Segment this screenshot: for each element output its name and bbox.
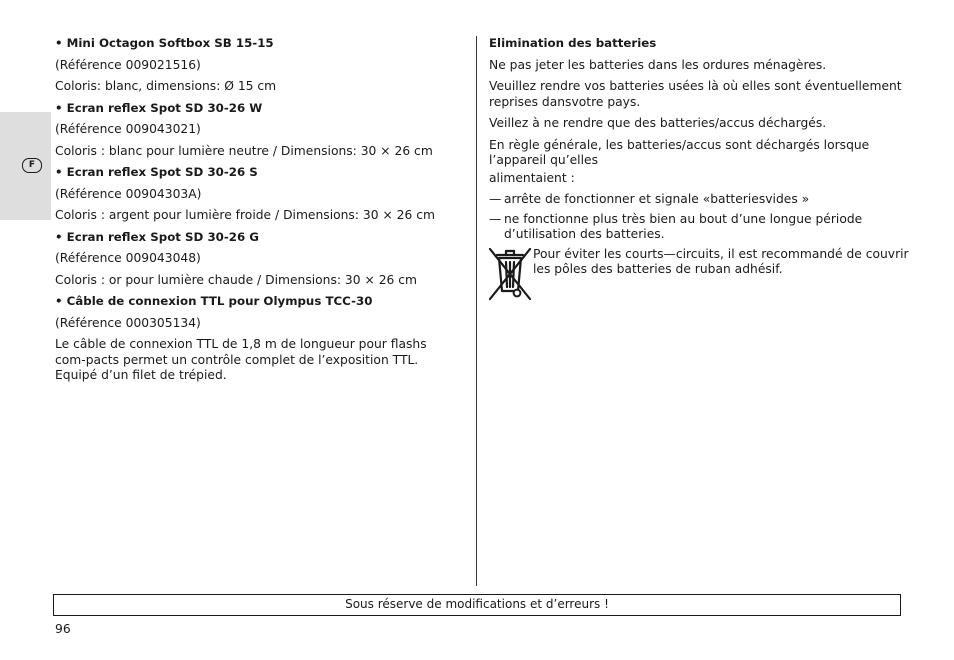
cable-description: Le câble de connexion TTL de 1,8 m de longueur pour flashs com-pacts permet un contrôle complet de l’exposition TTL. Equipé d’un filet de trépied. (55, 337, 427, 382)
paragraph: En règle générale, les batteries/accus sont déchargés lorsque l’appareil qu’elles (489, 137, 870, 167)
paragraph: Veillez à ne rendre que des batteries/accus déchargés. (489, 116, 827, 130)
language-badge: F (22, 158, 42, 173)
battery-disposal-column (489, 36, 909, 303)
item-heading: • Ecran reflex Spot SD 30-26 W (55, 100, 263, 115)
item-line: (Référence 000305134) (55, 315, 201, 330)
item-line: (Référence 009043048) (55, 251, 201, 265)
dash-mark: — (489, 211, 502, 226)
item-line: Coloris : argent pour lumière froide / Dimensions: 30 × 26 cm (55, 208, 435, 222)
section-heading: Elimination des batteries (489, 36, 657, 50)
dash-mark: — (489, 192, 502, 206)
accessories-column (55, 36, 455, 390)
dash-text: arrête de fonctionner et signale «batteriesvides » (504, 192, 810, 206)
item-heading: • Ecran reflex Spot SD 30-26 S (55, 165, 258, 179)
recycling-notice (489, 247, 909, 303)
item-heading: • Câble de connexion TTL pour Olympus TCC-30 (55, 294, 373, 308)
disclaimer-box (53, 594, 901, 616)
dash-item (489, 212, 909, 243)
dash-item (489, 192, 909, 208)
item-line: Coloris: blanc, dimensions: Ø 15 cm (55, 79, 277, 93)
item-line: (Référence 00904303A) (55, 186, 202, 201)
item-line: (Référence 009021516) (55, 57, 201, 72)
item-line: Coloris : or pour lumière chaude / Dimensions: 30 × 26 cm (55, 272, 417, 287)
item-line: Coloris : blanc pour lumière neutre / Dimensions: 30 × 26 cm (55, 143, 433, 158)
dash-text: ne fonctionne plus très bien au bout d’une longue période d’utilisation des batteries. (504, 211, 863, 241)
paragraph: Veuillez rendre vos batteries usées là où elles sont éventuellement reprises dansvotre pays. (489, 79, 902, 109)
paragraph: Ne pas jeter les batteries dans les ordures ménagères. (489, 57, 827, 72)
paragraph: Pour éviter les courts—circuits, il est recommandé de couvrir les pôles des batteries de ruban adhésif. (533, 246, 909, 276)
crossed-out-wheelie-bin-icon (485, 245, 535, 303)
column-divider (476, 36, 477, 586)
item-heading: • Mini Octagon Softbox SB 15-15 (55, 36, 274, 50)
disclaimer-text: Sous réserve de modifications et d’erreurs ! (345, 597, 609, 611)
item-line: (Référence 009043021) (55, 122, 201, 136)
page-number: 96 (55, 622, 71, 636)
item-heading: • Ecran reflex Spot SD 30-26 G (55, 229, 259, 244)
paragraph: alimentaient : (489, 170, 575, 185)
